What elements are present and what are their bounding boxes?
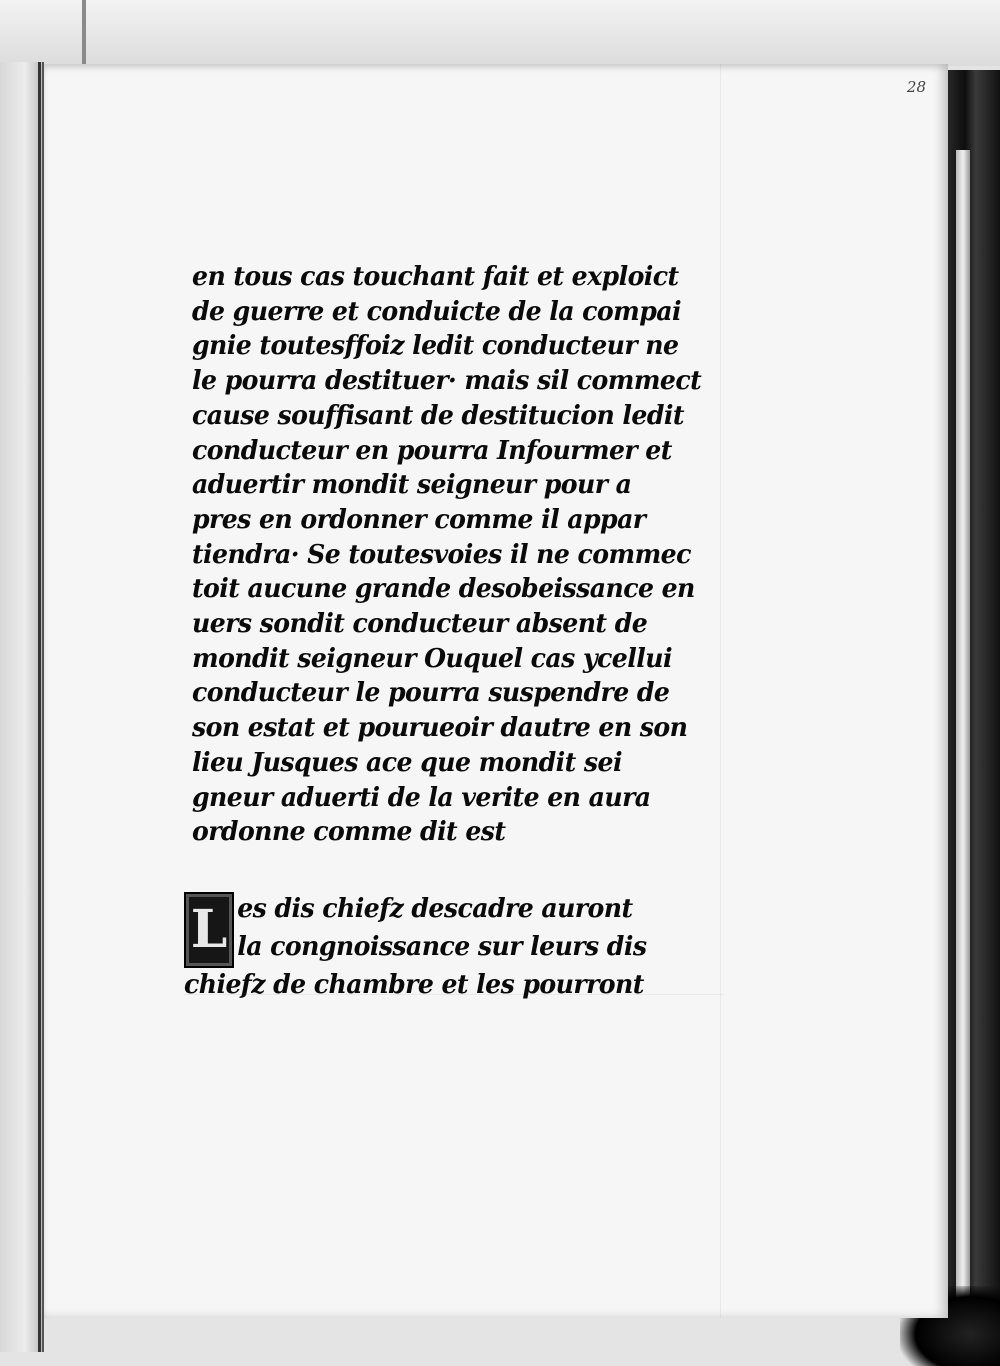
text-line: uers sondit conducteur absent de (192, 608, 648, 640)
text-line: es dis chiefz descadre auront (237, 893, 633, 924)
text-line: ordonne comme dit est (192, 816, 506, 848)
manuscript-leaf (44, 64, 948, 1318)
verso-page-edge (0, 62, 44, 1352)
text-line: mondit seigneur Ouquel cas ycellui (192, 642, 672, 674)
text-line: en tous cas touchant fait et exploict (192, 261, 679, 292)
text-line: de guerre et conduicte de la compai (192, 295, 681, 327)
previous-leaf-edge (0, 0, 1000, 66)
text-line: gneur aduerti de la verite en aura (192, 781, 651, 813)
text-line: toit aucune grande desobeissance en (192, 573, 695, 605)
paragraph-two (184, 890, 784, 1004)
text-line: aduertir mondit seigneur pour a (192, 469, 632, 501)
text-line: gnie toutesffoiz ledit conducteur ne (192, 330, 679, 362)
text-line: son estat et pourueoir dautre en son (192, 712, 688, 744)
text-line: tiendra· Se toutesvoies il ne commec (192, 538, 691, 570)
text-line: pres en ordonner comme il appar (192, 503, 646, 535)
decorated-initial: L (184, 892, 234, 968)
text-line: lieu Jusques ace que mondit sei (192, 746, 622, 778)
text-line: conducteur en pourra Infourmer et (192, 434, 672, 466)
folio-number: 28 (906, 78, 926, 96)
text-line: cause souffisant de destitucion ledit (192, 399, 684, 431)
book-binding (946, 70, 1000, 1366)
paragraph-one (192, 260, 752, 850)
text-line: conducteur le pourra suspendre de (192, 677, 670, 709)
page-edges (956, 150, 970, 1366)
text-line: le pourra destituer· mais sil commect (192, 365, 702, 397)
text-line: chiefz de chambre et les pourront (184, 969, 644, 1000)
text-line: la congnoissance sur leurs dis (237, 931, 647, 962)
